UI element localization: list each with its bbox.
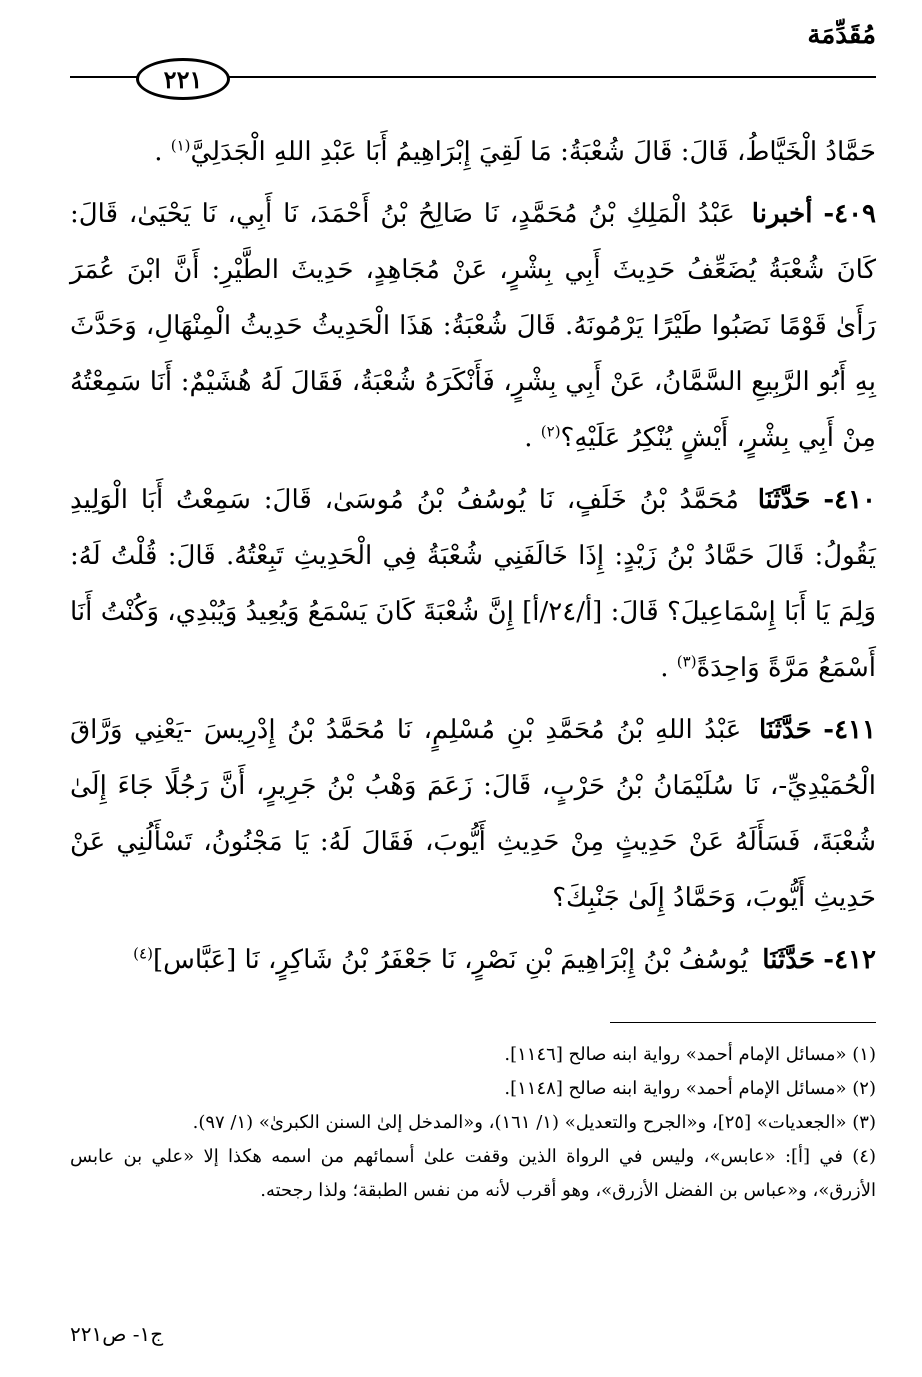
paragraph-end: . xyxy=(154,137,163,167)
footnote-ref: (١) xyxy=(170,136,191,155)
hadith-number: ٤١٠- xyxy=(823,485,877,515)
footnote-2: (٢) «مسائل الإمام أحمد» رواية ابنه صالح [١١٤٨]. xyxy=(504,1078,876,1099)
volume-page-reference: ج١- ص٢٢١ xyxy=(70,1322,164,1346)
footnote-ref: (٣) xyxy=(676,652,697,671)
hadith-409 xyxy=(70,186,876,466)
paragraph-continuation xyxy=(70,124,876,180)
hadith-text: عَبْدُ اللهِ بْنُ مُحَمَّدِ بْنِ مُسْلِمٍ، نَا مُحَمَّدُ بْنُ إِدْرِيسَ -يَعْنِي وَرَّاقَ الْحُمَيْدِيِّ-، نَا سُلَيْمَانُ بْنُ حَرْبٍ، قَالَ: زَعَمَ وَهْبُ بْنُ جَرِيرٍ، أَنَّ رَجُلًا جَاءَ إِلَىٰ شُعْبَةَ، فَسَأَلَهُ عَنْ حَدِيثٍ مِنْ حَدِيثِ أَيُّوبَ، فَقَالَ لَهُ: يَا مَجْنُونُ، تَسْأَلُنِي عَنْ حَدِيثِ أَيُّوبَ، وَحَمَّادُ إِلَىٰ جَنْبِكَ؟ xyxy=(70,715,876,913)
hadith-text: يُوسُفُ بْنُ إِبْرَاهِيمَ بْنِ نَصْرٍ، نَا جَعْفَرُ بْنُ شَاكِرٍ، نَا [عَبَّاس] xyxy=(152,945,749,975)
hadith-412 xyxy=(70,932,876,988)
footnote-ref: (٢) xyxy=(540,422,561,441)
footnote-3: (٣) «الجعديات» [٢٥]، و«الجرح والتعديل» (١/ ١٦١)، و«المدخل إلىٰ السنن الكبرىٰ» (١/ ٩٧). xyxy=(192,1112,876,1133)
hadith-number: ٤٠٩- xyxy=(823,199,877,229)
footnote-1: (١) «مسائل الإمام أحمد» رواية ابنه صالح [١١٤٦]. xyxy=(504,1044,876,1065)
hadith-410 xyxy=(70,472,876,696)
paragraph-text: حَمَّادُ الْخَيَّاطُ، قَالَ: قَالَ شُعْبَةُ: مَا لَقِيَ إِبْرَاهِيمُ أَبَا عَبْدِ اللهِ الْجَدَلِيَّ xyxy=(190,137,876,167)
main-text xyxy=(70,124,876,994)
page-number-badge: ٢٢١ xyxy=(136,58,230,100)
hadith-number: ٤١١- xyxy=(823,715,876,745)
paragraph-end: . xyxy=(524,423,533,453)
narration-formula: أخبرنا xyxy=(751,199,813,229)
narration-formula: حَدَّثَنَا xyxy=(758,715,812,745)
footnotes xyxy=(70,1038,876,1208)
narration-formula: حَدَّثَنَا xyxy=(757,485,811,515)
hadith-number: ٤١٢- xyxy=(823,945,876,975)
footnote-ref: (٤) xyxy=(133,944,153,963)
narration-formula: حَدَّثَنَا xyxy=(762,945,816,975)
hadith-text: عَبْدُ الْمَلِكِ بْنُ مُحَمَّدٍ، نَا صَالِحُ بْنُ أَحْمَدَ، نَا أَبِي، نَا يَحْيَىٰ، قَالَ: كَانَ شُعْبَةُ يُضَعِّفُ حَدِيثَ أَبِي بِشْرٍ، عَنْ مُجَاهِدٍ، حَدِيثَ الطَّيْرِ: أَنَّ ابْنَ عُمَرَ رَأَىٰ قَوْمًا نَصَبُوا طَيْرًا يَرْمُونَهُ. قَالَ شُعْبَةُ: هَذَا الْحَدِيثُ حَدِيثُ الْمِنْهَالِ، وَحَدَّثَ بِهِ أَبُو الرَّبِيعِ السَّمَّانُ، عَنْ أَبِي بِشْرٍ، فَأَنْكَرَهُ شُعْبَةُ، فَقَالَ لَهُ هُشَيْمٌ: أَنَا سَمِعْتُهُ مِنْ أَبِي بِشْرٍ، أَيْشٍ يُنْكِرُ عَلَيْهِ؟ xyxy=(70,199,876,453)
hadith-411 xyxy=(70,702,876,926)
page-header-title: مُقَدِّمَة xyxy=(807,20,876,50)
hadith-text: مُحَمَّدُ بْنُ خَلَفٍ، نَا يُوسُفُ بْنُ مُوسَىٰ، قَالَ: سَمِعْتُ أَبَا الْوَلِيدِ يَقُولُ: قَالَ حَمَّادُ بْنُ زَيْدٍ: إِذَا خَالَفَنِي شُعْبَةُ فِي الْحَدِيثِ تَبِعْتُهُ. قَالَ: قُلْتُ لَهُ: وَلِمَ يَا أَبَا إِسْمَاعِيلَ؟ قَالَ: [أ/٢٤/أ] إِنَّ شُعْبَةَ كَانَ يَسْمَعُ وَيُعِيدُ وَيُبْدِي، وَكُنْتُ أَنَا أَسْمَعُ مَرَّةً وَاحِدَةً xyxy=(70,485,876,683)
footnote-divider xyxy=(610,1022,876,1023)
paragraph-end: . xyxy=(660,653,669,683)
footnote-4: (٤) في [أ]: «عابس»، وليس في الرواة الذين وقفت علىٰ أسمائهم من اسمه هكذا إلا «علي بن عابس الأزرق»، و«عباس بن الفضل الأزرق»، وهو أقرب لأنه من نفس الطبقة؛ ولذا رجحته. xyxy=(70,1146,876,1201)
